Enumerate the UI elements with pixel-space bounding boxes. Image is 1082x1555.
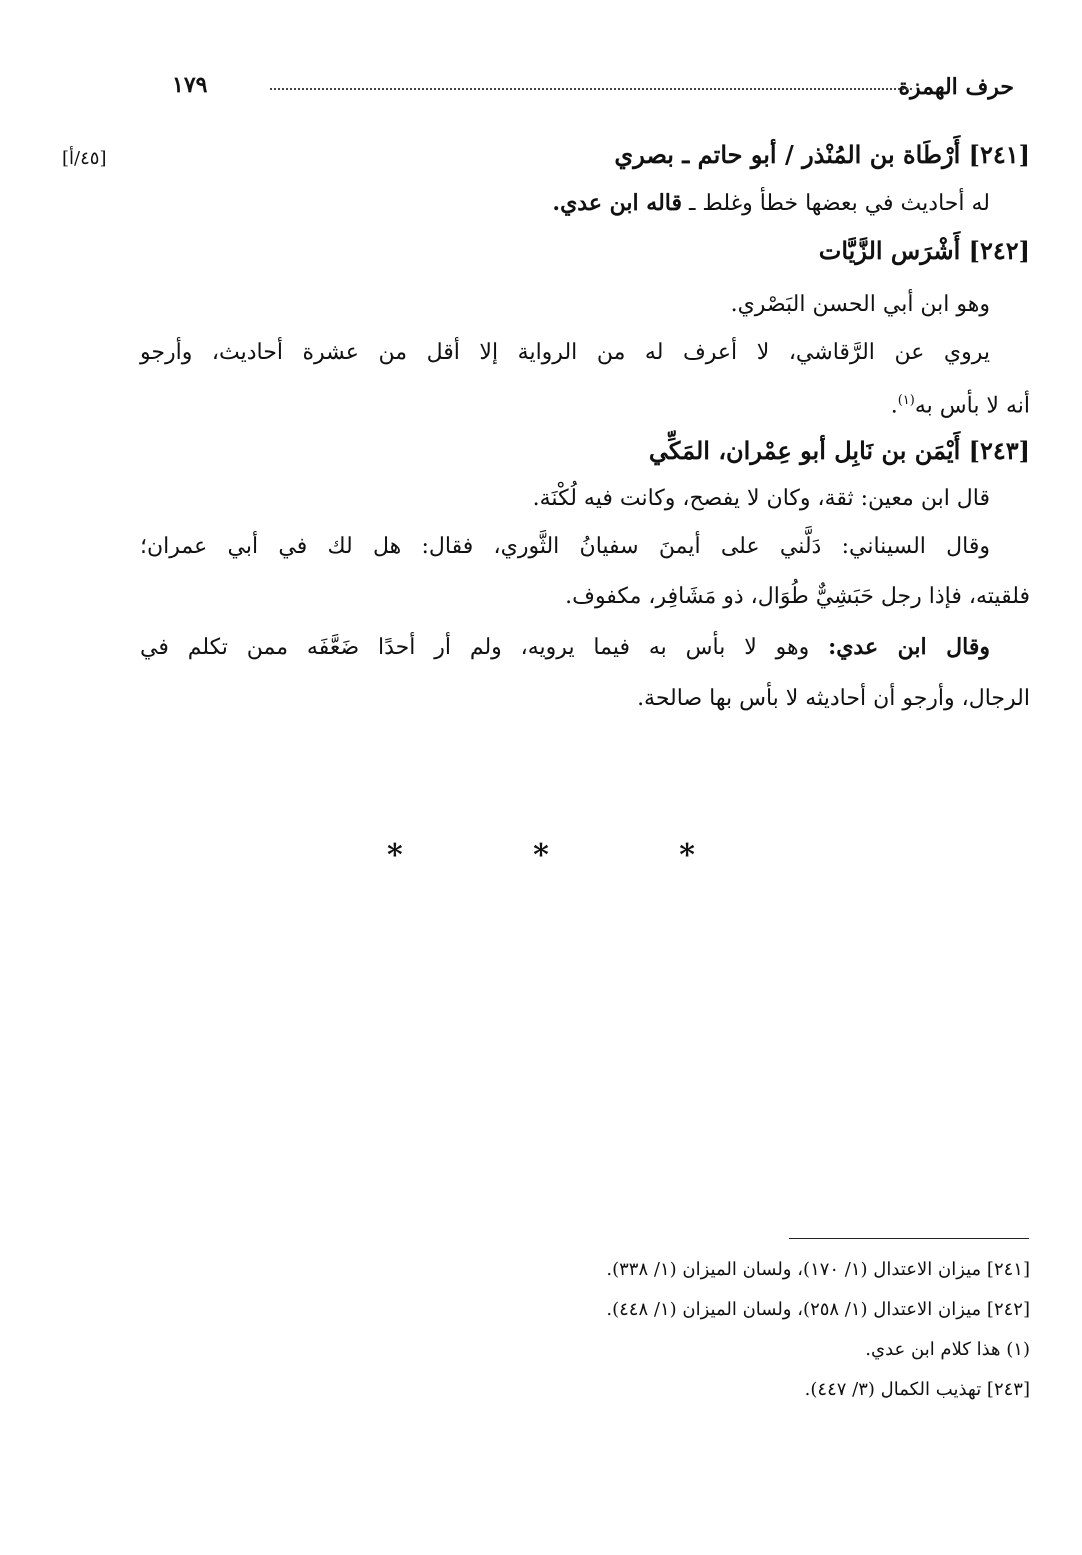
entry-243-attribution: وقال ابن عدي: <box>828 634 990 660</box>
entry-243-line-3: فلقيته، فإذا رجل حَبَشِيٌّ طُوَال، ذو مَشَافِر، مكفوف. <box>565 584 1030 609</box>
footnote-241: [٢٤١] ميزان الاعتدال (١/ ١٧٠)، ولسان الميزان (١/ ٣٣٨). <box>606 1259 1030 1280</box>
running-header <box>0 70 1082 110</box>
entry-243-line-2: وقال السيناني: دَلَّني على أيمنَ سفيانُ الثَّوري، فقال: هل لك في أبي عمران؛ <box>140 534 990 559</box>
entry-241-attribution: قاله ابن عدي. <box>552 190 682 216</box>
entry-heading-242: [٢٤٢] أَشْرَس الزَّيَّات <box>818 236 1030 265</box>
entry-241-line-1 <box>140 188 1030 219</box>
section-separator: * * * <box>387 838 755 873</box>
entry-243-text: وهو لا بأس به فيما يرويه، ولم أر أحدًا ضَعَّفَه ممن تكلم في <box>140 635 829 660</box>
footnote-242: [٢٤٢] ميزان الاعتدال (١/ ٢٥٨)، ولسان الميزان (١/ ٤٤٨). <box>606 1299 1030 1320</box>
entry-242-line-3 <box>140 386 1030 421</box>
entry-243-line-5: الرجال، وأرجو أن أحاديثه لا بأس بها صالحة. <box>637 686 1030 711</box>
entry-243-line-4 <box>140 632 1030 663</box>
entry-242-text: أنه لا بأس به <box>914 393 1030 419</box>
entry-242-line-2: يروي عن الرَّقاشي، لا أعرف له من الرواية إلا أقل من عشرة أحاديث، وأرجو <box>140 340 990 365</box>
footnote-1: (١) هذا كلام ابن عدي. <box>865 1339 1030 1360</box>
entry-241-text: له أحاديث في بعضها خطأ وغلط ـ <box>682 191 990 216</box>
entry-243-line-1: قال ابن معين: ثقة، وكان لا يفصح، وكانت فيه لُكْنَة. <box>532 486 990 511</box>
entry-heading-241: [٢٤١] أَرْطَاة بن المُنْذر / أبو حاتم ـ بصري <box>614 140 1030 169</box>
header-dotted-rule <box>270 88 912 90</box>
footnote-243: [٢٤٣] تهذيب الكمال (٣/ ٤٤٧). <box>804 1379 1030 1400</box>
chapter-title: حرف الهمزة <box>898 74 1014 100</box>
footnote-rule <box>789 1238 1029 1239</box>
page-number: ١٧٩ <box>172 72 208 98</box>
entry-heading-243: [٢٤٣] أَيْمَن بن نَابِل أبو عِمْران، المَكِّي <box>648 436 1030 465</box>
footnote-ref-1: (١) <box>897 393 915 408</box>
entry-242-line-1: وهو ابن أبي الحسن البَصْري. <box>730 292 990 317</box>
entry-242-period: . <box>890 393 898 419</box>
manuscript-folio-ref: [٤٥/أ] <box>62 148 107 169</box>
